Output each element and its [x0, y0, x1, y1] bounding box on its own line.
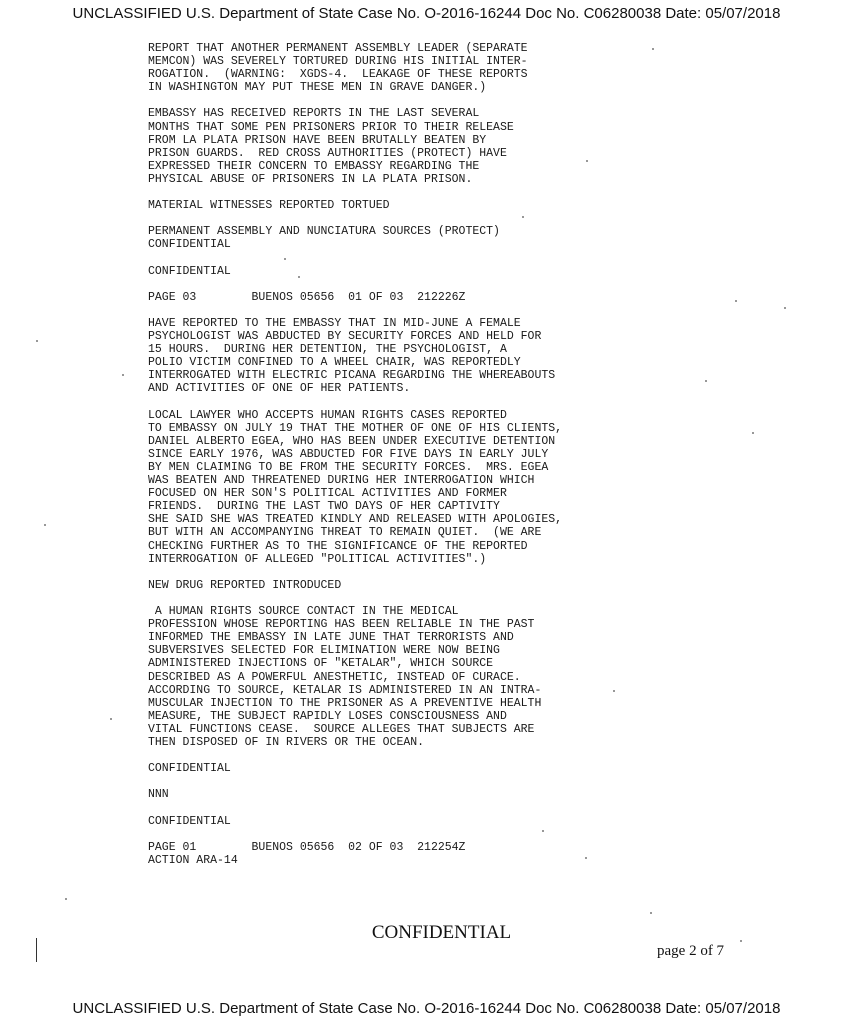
scan-speck — [784, 307, 786, 309]
paragraph-la-plata-prison: EMBASSY HAS RECEIVED REPORTS IN THE LAST SEVERAL MONTHS THAT SOME PEN PRISONERS PRIOR TO THEIR RELEASE FROM LA PLATA PRISON HAVE BEEN BRUTALLY BEATEN BY PRISON GUARDS. RED CROSS AUTHORITIES (PROTECT) HAVE EXPRESSED THEIR CONCERN TO EMBASSY REGARDING THE PHYSICAL ABUSE OF PRISONERS IN LA PLATA PRISON. — [148, 107, 514, 186]
scan-speck — [522, 216, 524, 218]
scan-speck — [65, 898, 67, 900]
cable-page-header: PAGE 03 BUENOS 05656 01 OF 03 212226Z — [148, 290, 466, 304]
classification-marking: CONFIDENTIAL — [148, 814, 231, 828]
scan-artifact-line — [36, 938, 37, 962]
scan-speck — [740, 940, 742, 942]
classification-marking: CONFIDENTIAL — [148, 264, 231, 278]
scan-speck — [110, 718, 112, 720]
scan-speck — [650, 912, 652, 914]
cable-body — [148, 42, 668, 880]
scan-speck — [613, 690, 615, 692]
scan-speck — [705, 380, 707, 382]
page-number: page 2 of 7 — [657, 943, 725, 959]
scan-speck — [284, 258, 286, 260]
scan-speck — [122, 374, 124, 376]
scan-speck — [298, 276, 300, 278]
cable-page-header: PAGE 01 BUENOS 05656 02 OF 03 212254Z ACTION ARA-14 — [148, 840, 466, 867]
paragraph-sources: PERMANENT ASSEMBLY AND NUNCIATURA SOURCES (PROTECT) CONFIDENTIAL — [148, 225, 500, 252]
scan-speck — [735, 300, 737, 302]
scan-speck — [752, 432, 754, 434]
end-marker: NNN — [148, 788, 169, 802]
footer-classification: CONFIDENTIAL — [371, 922, 512, 943]
paragraph-torture-report: REPORT THAT ANOTHER PERMANENT ASSEMBLY LEADER (SEPARATE MEMCON) WAS SEVERELY TORTURED DURING HIS INITIAL INTER- ROGATION. (WARNING: XGDS-4. LEAKAGE OF THESE REPORTS IN WASHINGTON MAY PUT THESE MEN IN GRAVE DANGER.) — [148, 42, 528, 95]
section-heading-material-witnesses: MATERIAL WITNESSES REPORTED TORTUED — [148, 199, 390, 213]
scan-speck — [542, 830, 544, 832]
declassification-banner-top: UNCLASSIFIED U.S. Department of State Case No. O-2016-16244 Doc No. C06280038 Date: 05/07/2018 — [72, 5, 781, 22]
scan-speck — [36, 340, 38, 342]
paragraph-ketalar: A HUMAN RIGHTS SOURCE CONTACT IN THE MEDICAL PROFESSION WHOSE REPORTING HAS BEEN RELIABLE IN THE PAST INFORMED THE EMBASSY IN LATE JUNE THAT TERRORISTS AND SUBVERSIVES SELECTED FOR ELIMINATION WERE NOW BEING ADMINISTERED INJECTIONS OF "KETALAR", WHICH SOURCE DESCRIBED AS A POWERFUL ANESTHETIC, INSTEAD OF CURACE. ACCORDING TO SOURCE, KETALAR IS ADMINISTERED IN AN INTRA- MUSCULAR INJECTION TO THE PRISONER AS A PREVENTIVE HEALTH MEASURE, THE SUBJECT RAPIDLY LOSES CONSCIOUSNESS AND VITAL FUNCTIONS CEASE. SOURCE ALLEGES THAT SUBJECTS ARE THEN DISPOSED OF IN RIVERS OR THE OCEAN. — [148, 605, 542, 749]
classification-marking: CONFIDENTIAL — [148, 762, 231, 776]
scan-speck — [652, 48, 654, 50]
scan-speck — [586, 160, 588, 162]
scan-speck — [585, 857, 587, 859]
paragraph-local-lawyer: LOCAL LAWYER WHO ACCEPTS HUMAN RIGHTS CASES REPORTED TO EMBASSY ON JULY 19 THAT THE MOTHER OF ONE OF HIS CLIENTS, DANIEL ALBERTO EGEA, WHO HAS BEEN UNDER EXECUTIVE DETENTION SINCE EARLY 1976, WAS ABDUCTED FOR FIVE DAYS IN EARLY JULY BY MEN CLAIMING TO BE FROM THE SECURITY FORCES. MRS. EGEA WAS BEATEN AND THREATENED DURING HER INTERROGATION WHICH FOCUSED ON HER SON'S POLITICAL ACTIVITIES AND FORMER FRIENDS. DURING THE LAST TWO DAYS OF HER CAPTIVITY SHE SAID SHE WAS TREATED KINDLY AND RELEASED WITH APOLOGIES, BUT WITH AN ACCOMPANYING THREAT TO REMAIN QUIET. (WE ARE CHECKING FURTHER AS TO THE SIGNIFICANCE OF THE REPORTED INTERROGATION OF ALLEGED "POLITICAL ACTIVITIES".) — [148, 408, 563, 566]
scan-speck — [44, 524, 46, 526]
paragraph-psychologist: HAVE REPORTED TO THE EMBASSY THAT IN MID-JUNE A FEMALE PSYCHOLOGIST WAS ABDUCTED BY SECURITY FORCES AND HELD FOR 15 HOURS. DURING HER DETENTION, THE PSYCHOLOGIST, A POLIO VICTIM CONFINED TO A WHEEL CHAIR, WAS REPORTEDLY INTERROGATED WITH ELECTRIC PICANA REGARDING THE WHEREABOUTS AND ACTIVITIES OF ONE OF HER PATIENTS. — [148, 316, 556, 396]
declassification-banner-bottom: UNCLASSIFIED U.S. Department of State Case No. O-2016-16244 Doc No. C06280038 Date: 05/07/2018 — [72, 1000, 781, 1017]
section-heading-new-drug: NEW DRUG REPORTED INTRODUCED — [148, 578, 342, 592]
